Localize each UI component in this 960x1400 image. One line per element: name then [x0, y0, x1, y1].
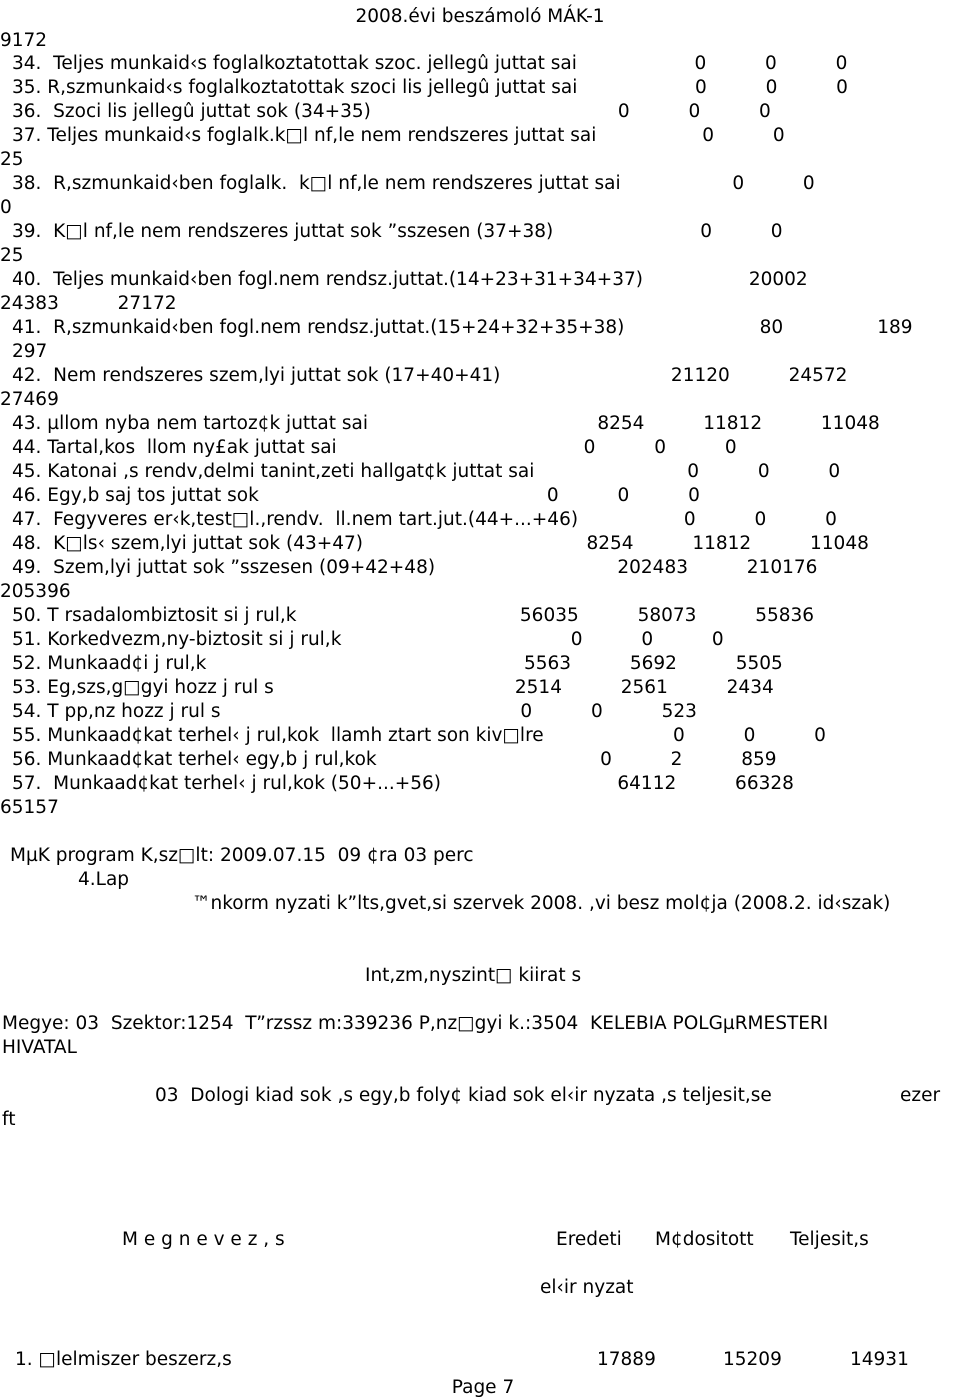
text-line: MµK program K,sz□lt: 2009.07.15 09 ¢ra 03 perc: [10, 845, 474, 866]
text-line: 39. K□l nf,le nem rendszeres juttat sok ”sszesen (37+38) 0 0: [12, 221, 783, 242]
text-line: 27469: [0, 389, 59, 410]
text-line: 53. Eg,szs,g□gyi hozz j rul s 2514 2561 2434: [12, 677, 774, 698]
text-line: 56. Munkaad¢kat terhel‹ egy,b j rul,kok 0 2 859: [12, 749, 777, 770]
text-line: 25: [0, 245, 24, 266]
text-line: 15209: [723, 1349, 782, 1370]
text-line: 43. µllom nyba nem tartoz¢k juttat sai 8254 11812 11048: [12, 413, 880, 434]
page-footer: Page 7: [451, 1377, 515, 1398]
text-line: M e g n e v e z , s: [122, 1229, 285, 1250]
text-line: 54. T pp,nz hozz j rul s 0 0 523: [12, 701, 697, 722]
text-line: Int,zm,nyszint□ kiirat s: [365, 965, 582, 986]
text-line: 297: [12, 341, 48, 362]
text-line: 4.Lap: [78, 869, 130, 890]
text-line: Eredeti: [556, 1229, 622, 1250]
text-line: 37. Teljes munkaid‹s foglalk.k□l nf,le nem rendszeres juttat sai 0 0: [12, 125, 785, 146]
text-line: 44. Tartal,kos llom ny£ak juttat sai 0 0 0: [12, 437, 737, 458]
text-line: 38. R,szmunkaid‹ben foglalk. k□l nf,le nem rendszeres juttat sai 0 0: [12, 173, 815, 194]
text-line: 1. □lelmiszer beszerz,s: [15, 1349, 232, 1370]
text-line: Teljesit,s: [790, 1229, 869, 1250]
text-line: 46. Egy,b saj tos juttat sok 0 0 0: [12, 485, 700, 506]
text-line: ™nkorm nyzati k”lts,gvet,si szervek 2008. ,vi besz mol¢ja (2008.2. id‹szak): [192, 893, 891, 914]
text-line: 34. Teljes munkaid‹s foglalkoztatottak szoc. jellegû juttat sai 0 0 0: [12, 53, 848, 74]
text-line: 36. Szoci lis jellegû juttat sok (34+35) 0 0 0: [12, 101, 771, 122]
text-line: 52. Munkaad¢i j rul,k 5563 5692 5505: [12, 653, 783, 674]
text-line: 57. Munkaad¢kat terhel‹ j rul,kok (50+...+56) 64112 66328: [12, 773, 794, 794]
text-line: 45. Katonai ,s rendv,delmi tanint,zeti hallgat¢k juttat sai 0 0 0: [12, 461, 841, 482]
text-line: 48. K□ls‹ szem,lyi juttat sok (43+47) 8254 11812 11048: [12, 533, 869, 554]
text-line: 47. Fegyveres er‹k,test□l.,rendv. ll.nem tart.jut.(44+...+46) 0 0 0: [12, 509, 837, 530]
text-line: Megye: 03 Szektor:1254 T”rzssz m:339236 P,nz□gyi k.:3504 KELEBIA POLGµRMESTERI: [2, 1013, 829, 1034]
text-line: el‹ir nyzat: [540, 1277, 634, 1298]
text-line: 35. R,szmunkaid‹s foglalkoztatottak szoci lis jellegû juttat sai 0 0 0: [12, 77, 848, 98]
text-line: 42. Nem rendszeres szem,lyi juttat sok (17+40+41) 21120 24572: [12, 365, 848, 386]
text-line: 51. Korkedvezm,ny-biztosit si j rul,k 0 0 0: [12, 629, 724, 650]
text-line: 0: [0, 197, 12, 218]
text-line: 40. Teljes munkaid‹ben fogl.nem rendsz.juttat.(14+23+31+34+37) 20002: [12, 269, 808, 290]
text-line: 55. Munkaad¢kat terhel‹ j rul,kok llamh ztart son kiv□lre 0 0 0: [12, 725, 826, 746]
text-line: 03 Dologi kiad sok ,s egy,b foly¢ kiad sok el‹ir nyzata ,s teljesit,se: [155, 1085, 772, 1106]
page-header: 2008.évi beszámoló MÁK-1: [355, 6, 605, 27]
text-line: 14931: [850, 1349, 909, 1370]
text-line: 205396: [0, 581, 71, 602]
text-line: 25: [0, 149, 24, 170]
text-line: 50. T rsadalombiztosit si j rul,k 56035 58073 55836: [12, 605, 815, 626]
text-line: 9172: [0, 30, 48, 51]
text-line: 41. R,szmunkaid‹ben fogl.nem rendsz.juttat.(15+24+32+35+38) 80 189: [12, 317, 913, 338]
text-line: ezer: [900, 1085, 941, 1106]
text-line: M¢dositott: [655, 1229, 754, 1250]
text-line: ft: [2, 1109, 16, 1130]
text-line: 24383 27172: [0, 293, 177, 314]
text-line: HIVATAL: [2, 1037, 77, 1058]
text-line: 49. Szem,lyi juttat sok ”sszesen (09+42+48) 202483 210176: [12, 557, 818, 578]
text-line: 17889: [597, 1349, 656, 1370]
text-line: 65157: [0, 797, 59, 818]
